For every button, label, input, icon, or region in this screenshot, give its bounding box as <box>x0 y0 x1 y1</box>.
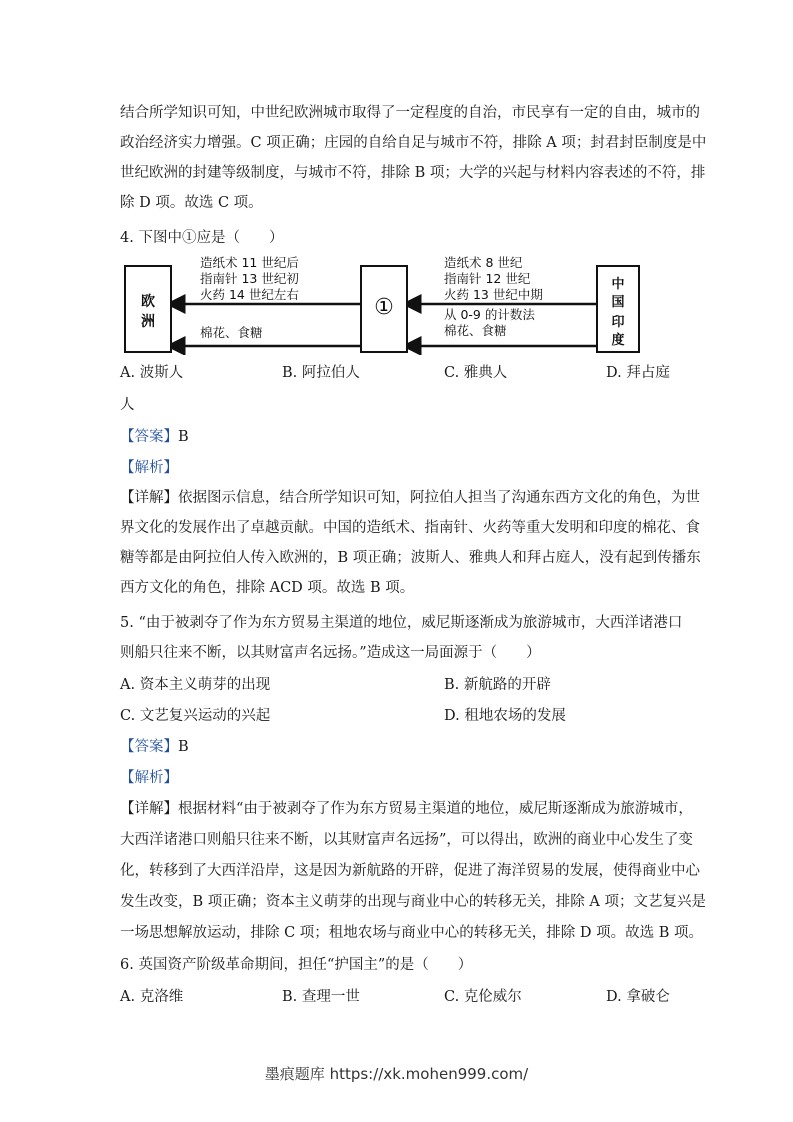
q5-stem-line-1: 5. “由于被剥夺了作为东方贸易主渠道的地位，威尼斯逐渐成为旅游城市，大西洋诸港口 <box>120 615 683 631</box>
detail-tag: 【详解】 <box>120 490 178 506</box>
china-india-label-2: 国 <box>611 295 625 310</box>
q4-stem: 4. 下图中①应是（ ） <box>120 230 284 246</box>
right-upper-1: 造纸术 8 世纪 <box>444 255 523 270</box>
q4-option-c: C. 雅典人 <box>444 365 508 381</box>
left-upper-2: 指南针 13 世纪初 <box>200 271 299 286</box>
q4-detail-line-3: 糖等都是由阿拉伯人传入欧洲的，B 项正确；波斯人、雅典人和拜占庭人，没有起到传播东 <box>120 550 701 566</box>
right-upper-3: 火药 13 世纪中期 <box>444 287 543 302</box>
q5-detail-line-4: 发生改变，B 项正确；资本主义萌芽的出现与商业中心的转移无关，排除 A 项；文艺复兴是 <box>120 894 706 910</box>
q4-answer <box>120 428 189 446</box>
q3-analysis-line-4: 除 D 项。故选 C 项。 <box>120 195 263 211</box>
china-india-box <box>596 265 640 353</box>
china-india-label-4: 度 <box>611 333 625 348</box>
q5-detail-line-3: 化，转移到了大西洋沿岸，这是因为新航路的开辟，促进了海洋贸易的发展，使得商业中心 <box>120 863 700 879</box>
answer-value: B <box>178 429 189 445</box>
europe-label-2: 洲 <box>141 314 155 330</box>
q4-analysis-tag: 【解析】 <box>120 460 178 476</box>
q5-stem-line-2: 则船只往来不断，以其财富声名远扬。”造成这一局面源于（ ） <box>120 645 541 661</box>
answer-value: B <box>178 739 189 755</box>
q6-stem: 6. 英国资产阶级革命期间，担任“护国主”的是（ ） <box>120 957 473 973</box>
q4-option-a: A. 波斯人 <box>120 365 184 381</box>
footer-watermark: 墨痕题库 https://xk.mohen999.com/ <box>264 1065 529 1083</box>
middle-label: ① <box>374 295 394 320</box>
detail-text: 依据图示信息，结合所学知识可知，阿拉伯人担当了沟通东西方文化的角色，为世 <box>178 490 700 506</box>
answer-tag: 【答案】 <box>120 739 178 755</box>
q5-analysis-tag: 【解析】 <box>120 770 178 786</box>
q5-option-a: A. 资本主义萌芽的出现 <box>120 677 271 693</box>
left-upper-3: 火药 14 世纪左右 <box>200 287 299 302</box>
q5-option-c: C. 文艺复兴运动的兴起 <box>120 708 271 724</box>
detail-text: 根据材料“由于被剥夺了作为东方贸易主渠道的地位，威尼斯逐渐成为旅游城市， <box>178 801 693 817</box>
q4-detail-line-2: 界文化的发展作出了卓越贡献。中国的造纸术、指南针、火药等重大发明和印度的棉花、食 <box>120 520 700 536</box>
europe-label-1: 欧 <box>141 294 155 310</box>
q4-diagram <box>120 255 640 355</box>
china-india-label-3: 印 <box>611 315 625 330</box>
q4-detail-line-4: 西方文化的角色，排除 ACD 项。故选 B 项。 <box>120 580 415 596</box>
q3-analysis-line-2: 政治经济实力增强。C 项正确；庄园的自给自足与城市不符，排除 A 项；封君封臣制度是中 <box>120 135 707 151</box>
q6-option-a: A. 克洛维 <box>120 989 184 1005</box>
left-lower: 棉花、食糖 <box>200 325 263 340</box>
left-upper-1: 造纸术 11 世纪后 <box>200 255 299 270</box>
detail-tag: 【详解】 <box>120 801 178 817</box>
europe-box <box>124 265 172 353</box>
answer-tag: 【答案】 <box>120 429 178 445</box>
q5-answer <box>120 738 189 756</box>
right-lower: 棉花、食糖 <box>444 323 507 338</box>
right-upper-4: 从 0-9 的计数法 <box>444 307 535 322</box>
q5-detail-line-2: 大西洋诸港口则船只往来不断，以其财富声名远扬”，可以得出，欧洲的商业中心发生了变 <box>120 832 693 848</box>
q3-analysis-line-3: 世纪欧洲的封建等级制度，与城市不符，排除 B 项；大学的兴起与材料内容表述的不符，排 <box>120 165 706 181</box>
q3-analysis-line-1: 结合所学知识可知，中世纪欧洲城市取得了一定程度的自治，市民享有一定的自由，城市的 <box>120 105 700 121</box>
q6-option-d: D. 拿破仑 <box>606 989 670 1005</box>
q6-option-c: C. 克伦威尔 <box>444 989 522 1005</box>
q6-option-b: B. 查理一世 <box>282 989 360 1005</box>
q5-detail-line-1 <box>120 800 693 818</box>
middle-box <box>360 265 408 353</box>
q4-option-d-continued: 人 <box>120 397 135 413</box>
china-india-label-1: 中 <box>611 277 625 292</box>
q4-detail-line-1 <box>120 489 700 507</box>
q4-option-d: D. 拜占庭 <box>606 365 670 381</box>
right-upper-2: 指南针 12 世纪 <box>444 271 531 286</box>
q5-option-b: B. 新航路的开辟 <box>444 677 551 693</box>
q5-detail-line-5: 一场思想解放运动，排除 C 项；租地农场与商业中心的转移无关，排除 D 项。故选 B 项。 <box>120 925 704 941</box>
q4-option-b: B. 阿拉伯人 <box>282 365 360 381</box>
q5-option-d: D. 租地农场的发展 <box>444 708 566 724</box>
